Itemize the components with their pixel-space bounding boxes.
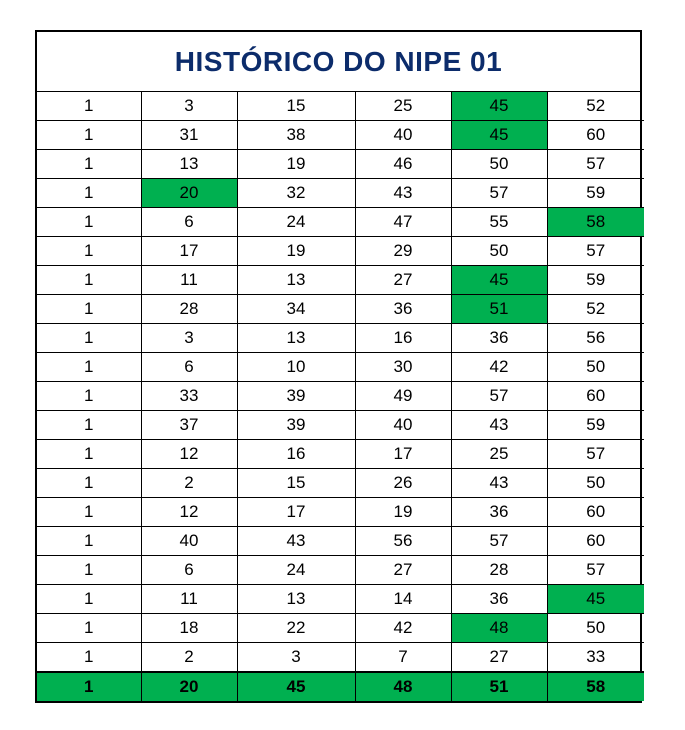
table-cell: 1	[37, 469, 141, 498]
table-cell: 1	[37, 498, 141, 527]
table-row	[37, 469, 644, 498]
table-cell: 1	[37, 121, 141, 150]
table-cell: 37	[141, 411, 237, 440]
table-cell: 36	[451, 585, 547, 614]
table-cell: 12	[141, 498, 237, 527]
table-cell: 36	[451, 324, 547, 353]
table-cell: 56	[355, 527, 451, 556]
table-cell: 29	[355, 237, 451, 266]
table-cell: 58	[547, 208, 644, 237]
table-cell: 25	[355, 92, 451, 121]
table-cell: 7	[355, 643, 451, 673]
total-cell: 1	[37, 672, 141, 701]
table-cell: 1	[37, 643, 141, 673]
table-cell: 1	[37, 556, 141, 585]
table-cell: 43	[237, 527, 355, 556]
total-row	[37, 672, 644, 701]
table-cell: 50	[547, 614, 644, 643]
table-cell: 1	[37, 440, 141, 469]
table-cell: 19	[355, 498, 451, 527]
table-cell: 43	[355, 179, 451, 208]
table-cell: 11	[141, 585, 237, 614]
table-cell: 36	[451, 498, 547, 527]
table-cell: 1	[37, 411, 141, 440]
table-row	[37, 121, 644, 150]
table-cell: 57	[547, 440, 644, 469]
sheet-title: HISTÓRICO DO NIPE 01	[37, 32, 640, 92]
table-cell: 27	[355, 556, 451, 585]
table-cell: 39	[237, 411, 355, 440]
table-cell: 1	[37, 527, 141, 556]
history-table-body	[37, 92, 644, 701]
table-cell: 1	[37, 92, 141, 121]
total-cell: 48	[355, 672, 451, 701]
table-cell: 19	[237, 150, 355, 179]
table-row	[37, 353, 644, 382]
table-cell: 11	[141, 266, 237, 295]
table-cell: 43	[451, 411, 547, 440]
table-row	[37, 411, 644, 440]
table-cell: 46	[355, 150, 451, 179]
table-cell: 14	[355, 585, 451, 614]
total-cell: 51	[451, 672, 547, 701]
table-row	[37, 237, 644, 266]
table-cell: 1	[37, 150, 141, 179]
history-sheet	[35, 30, 642, 703]
table-cell: 25	[451, 440, 547, 469]
table-cell: 36	[355, 295, 451, 324]
table-cell: 43	[451, 469, 547, 498]
history-table	[37, 92, 644, 701]
table-cell: 16	[237, 440, 355, 469]
table-cell: 3	[141, 324, 237, 353]
table-cell: 38	[237, 121, 355, 150]
table-cell: 28	[141, 295, 237, 324]
table-cell: 57	[547, 237, 644, 266]
table-cell: 19	[237, 237, 355, 266]
table-cell: 6	[141, 353, 237, 382]
table-cell: 50	[547, 469, 644, 498]
table-cell: 12	[141, 440, 237, 469]
table-cell: 42	[355, 614, 451, 643]
table-cell: 57	[547, 150, 644, 179]
table-row	[37, 382, 644, 411]
table-cell: 24	[237, 208, 355, 237]
table-cell: 17	[355, 440, 451, 469]
table-cell: 57	[451, 382, 547, 411]
table-cell: 40	[355, 121, 451, 150]
table-cell: 22	[237, 614, 355, 643]
table-cell: 32	[237, 179, 355, 208]
table-row	[37, 498, 644, 527]
table-cell: 49	[355, 382, 451, 411]
table-row	[37, 614, 644, 643]
table-cell: 1	[37, 266, 141, 295]
table-cell: 6	[141, 556, 237, 585]
total-cell: 58	[547, 672, 644, 701]
table-cell: 1	[37, 237, 141, 266]
table-cell: 20	[141, 179, 237, 208]
table-cell: 51	[451, 295, 547, 324]
table-cell: 17	[237, 498, 355, 527]
table-cell: 28	[451, 556, 547, 585]
table-cell: 42	[451, 353, 547, 382]
table-row	[37, 556, 644, 585]
table-cell: 59	[547, 266, 644, 295]
table-cell: 6	[141, 208, 237, 237]
table-cell: 24	[237, 556, 355, 585]
table-cell: 45	[451, 266, 547, 295]
table-cell: 1	[37, 295, 141, 324]
table-cell: 45	[547, 585, 644, 614]
table-cell: 50	[547, 353, 644, 382]
table-cell: 33	[141, 382, 237, 411]
table-cell: 45	[451, 121, 547, 150]
table-cell: 40	[141, 527, 237, 556]
table-cell: 1	[37, 324, 141, 353]
table-cell: 2	[141, 643, 237, 673]
table-cell: 16	[355, 324, 451, 353]
table-cell: 48	[451, 614, 547, 643]
table-cell: 57	[547, 556, 644, 585]
table-row	[37, 324, 644, 353]
table-cell: 59	[547, 179, 644, 208]
table-cell: 30	[355, 353, 451, 382]
table-cell: 40	[355, 411, 451, 440]
table-cell: 57	[451, 527, 547, 556]
table-cell: 52	[547, 295, 644, 324]
table-row	[37, 643, 644, 673]
table-cell: 10	[237, 353, 355, 382]
table-row	[37, 585, 644, 614]
table-cell: 3	[237, 643, 355, 673]
table-cell: 15	[237, 469, 355, 498]
table-cell: 13	[237, 324, 355, 353]
table-cell: 60	[547, 382, 644, 411]
table-cell: 45	[451, 92, 547, 121]
table-cell: 55	[451, 208, 547, 237]
table-cell: 34	[237, 295, 355, 324]
table-cell: 13	[237, 585, 355, 614]
table-cell: 50	[451, 150, 547, 179]
table-cell: 13	[237, 266, 355, 295]
table-cell: 27	[355, 266, 451, 295]
table-cell: 50	[451, 237, 547, 266]
table-row	[37, 440, 644, 469]
table-cell: 59	[547, 411, 644, 440]
table-cell: 1	[37, 585, 141, 614]
table-row	[37, 266, 644, 295]
table-cell: 3	[141, 92, 237, 121]
table-cell: 47	[355, 208, 451, 237]
table-row	[37, 150, 644, 179]
table-cell: 57	[451, 179, 547, 208]
table-cell: 60	[547, 498, 644, 527]
table-cell: 27	[451, 643, 547, 673]
table-row	[37, 208, 644, 237]
table-cell: 1	[37, 353, 141, 382]
table-cell: 1	[37, 179, 141, 208]
table-cell: 13	[141, 150, 237, 179]
table-cell: 1	[37, 614, 141, 643]
table-cell: 2	[141, 469, 237, 498]
table-cell: 15	[237, 92, 355, 121]
table-cell: 18	[141, 614, 237, 643]
table-cell: 31	[141, 121, 237, 150]
table-row	[37, 179, 644, 208]
table-cell: 60	[547, 527, 644, 556]
table-cell: 52	[547, 92, 644, 121]
table-cell: 56	[547, 324, 644, 353]
total-cell: 20	[141, 672, 237, 701]
table-cell: 33	[547, 643, 644, 673]
table-cell: 60	[547, 121, 644, 150]
table-row	[37, 92, 644, 121]
total-cell: 45	[237, 672, 355, 701]
table-cell: 39	[237, 382, 355, 411]
table-row	[37, 527, 644, 556]
table-cell: 17	[141, 237, 237, 266]
table-cell: 1	[37, 208, 141, 237]
table-cell: 1	[37, 382, 141, 411]
table-cell: 26	[355, 469, 451, 498]
table-row	[37, 295, 644, 324]
